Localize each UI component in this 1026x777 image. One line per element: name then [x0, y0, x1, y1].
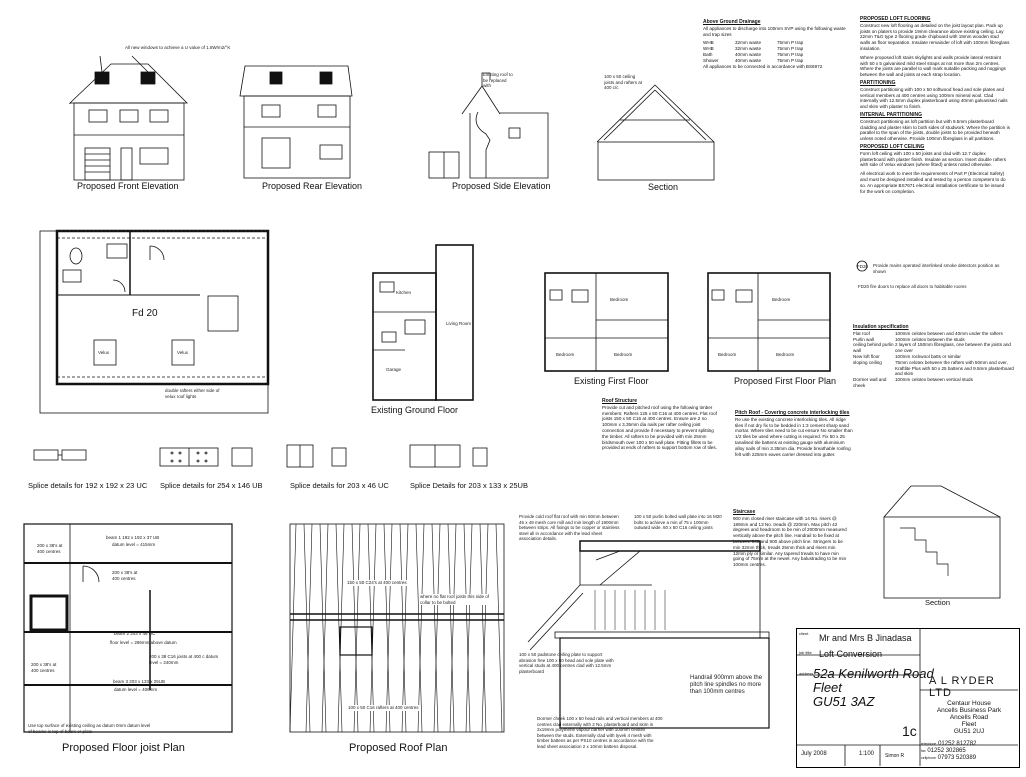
- ceiling-title: PROPOSED LOFT CEILING: [860, 143, 925, 150]
- fax-label: fax: [921, 749, 926, 753]
- section-note-1: Provide cold roof flat roof with min 50mm between 46 x 49 mesh core mill and min length of 1900mm between strips. All fixings to be copper or stainless steel all in accordance with the lead sheet association details.: [519, 514, 620, 542]
- drainage-cell: 75mm P trap: [777, 40, 804, 46]
- telephone-label: telephone: [921, 742, 937, 746]
- firm-address-4: Fleet: [961, 721, 977, 728]
- bedroom-6-label: Bedroom: [776, 352, 795, 357]
- bedroom-4-label: Bedroom: [772, 297, 791, 302]
- address-line-2: Fleet: [813, 680, 842, 695]
- roof-structure-text: Provide cut and pitched roof using the following timber members: Rafters 125 x 50 C16 at 400 centres. Flat roof joists 150 x 50 C16 at 400 centres. Ensure are 2 no 100mm x 3.35mm dia nails per rafter ceiling joist connection and provide if necessary to prevent splitting the timber. All rafters to be provided with min 25mm birdsmouth over 100 x 50 wall plate. Fitting fillets to be provided at ends of rafters to support bottom row of tiles.: [602, 404, 717, 451]
- staircase-text: 900 mm closed riser staircase with 14 No. risers @ 189mm and 13 No. treads @ 220mm. Max pitch 42 degrees and headroom to be min of 2000mm measured vertically above the pitch line. Handrail to be fixed at between 840 and 900 above pitch line. Stringers to be min 32mm thick, treads 25mm thick and risers min 12mm ply or similar. Any tapered treads to have min going of 75mm at the newel. Any balustrading to be min 100mm centres.: [733, 515, 847, 568]
- rear-elevation: [240, 66, 352, 178]
- section-top-title: Section: [648, 182, 679, 192]
- drainage-text: All appliances to discharge into 100mm SVP using the following waste and trap sizes: [703, 25, 846, 37]
- insulation-spec: 100mm celotex between the studs: [895, 336, 965, 342]
- site-address: [813, 667, 934, 709]
- ceiling-text: Form loft ceiling with 100 x 50 joists and clad with 12.7 duplex plasterboard with plaster finish. Insulate as section. Insert double rafters with side of Velux windows (where fitted) unless noted otherwise.: [860, 150, 1007, 168]
- insulation-row: [853, 377, 1018, 389]
- handrail-note: Handrail 900mm above the pitch line spindles no more than 100mm centres: [690, 675, 763, 695]
- drainage-cell: 40mm waste: [735, 51, 762, 57]
- splice-2-title: Splice details for 254 x 146 UB: [160, 481, 263, 490]
- drainage-cell: Bath: [703, 51, 713, 57]
- existing-first-title: Existing First Floor: [574, 376, 649, 386]
- title-block: [796, 628, 1020, 768]
- pitch-roof-notes: [735, 408, 853, 460]
- pitch-roof-title: Pitch Roof - Covering concrete interlocking tiles: [735, 410, 850, 416]
- insulation-spec: 75mm celotex between the rafters with 50mm and over, Kraftlite Plus with 50 x 25 battens and 9.5mm plasterboard and skim: [895, 359, 1014, 377]
- velux-note: All new windows to achieve a U value of 1.8W/m2/°K: [125, 45, 231, 50]
- beam-2-label: beam 2 203 x 46 UC: [114, 631, 156, 636]
- section-right-title: Section: [925, 598, 951, 607]
- address-line-3: GU51 3AZ: [813, 694, 875, 709]
- splice-details: [34, 445, 487, 467]
- floor-joist-label-4: 200 x 38's at 400 centres: [31, 662, 57, 673]
- drainage-cell: 32mm waste: [735, 40, 762, 46]
- pitch-roof-text: Re use the existing concrete interlocking tiles. All ridge tiles if not dry fix to be bedded in 1:3 cement sharp sand mortar. Where tiles need to be cut ensure No smaller than 1/2 tiles be used where cutting is required. Fix 50 x 25 tanalised tile battens at existing gauge with aluminium alloy nails of min 3.35mm dia. Provide breathable roofing felt with 225mm eaves carrier dressed into gutter.: [735, 416, 853, 457]
- beam-1-label: beam 1 192 x 192 x 37 UB: [106, 535, 160, 540]
- staircase-notes: [733, 507, 848, 571]
- insulation-row: [853, 360, 1018, 377]
- section-note-4: Dormer cheek 100 x 50 head rails and vertical members at 400 centres clad externally with 2 No. plasterboard and skim in 2x19mm polythene vapour barrier with 100mm celotex between the studs. Externally clad with tyvek 4 mesh with timber battens as per PS10 centres in accordance with the lead sheet association 2 x 10mm battens disposal.: [537, 716, 663, 749]
- datum-1-label: datum level = 415mm: [112, 542, 156, 547]
- job-title: Loft Conversion: [819, 649, 883, 659]
- drawing-date: July 2008: [801, 751, 827, 757]
- cellphone-label: cellphone: [921, 756, 936, 760]
- job-label: job title: [799, 650, 812, 655]
- firm-address: [929, 700, 1009, 735]
- beam-3-label: beam 3 203 x 133 x 25UB: [113, 679, 166, 684]
- firm-address-3: Ancells Road: [949, 714, 989, 721]
- internal-text: Construct partitioning as loft partition but with 9.5mm plasterboard cladding and plaster skim to both sides of studwork. Where the partition is parallel to the span of the joists, double joists to be provided beneath unless noted otherwise. Provide 100mm fibreglass in all partitions.: [860, 118, 1010, 142]
- garage-label: Garage: [386, 367, 402, 372]
- loft-floor-text: Construct new loft flooring as detailed on the joist layout plan. Pack up joists on platers to provide 19mm clearance above existing ceiling. Lay 22mm T&G type 2 flooring grade chipboard with 19mm wooden stud walls as floor separation. Insulate remainder of loft with 100mm fibreglass insulation.: [860, 22, 1010, 51]
- drainage-cell: Shower: [703, 57, 719, 63]
- firm-address-5: GU51 2UJ: [953, 728, 985, 735]
- splice-3-title: Splice details for 203 x 46 UC: [290, 481, 389, 490]
- drainage-cell: 40mm waste: [735, 57, 762, 63]
- roof-plan-title: Proposed Roof Plan: [349, 742, 448, 754]
- client-label: client: [799, 631, 809, 636]
- proposed-first-title: Proposed First Floor Plan: [734, 376, 837, 386]
- section-top: [597, 85, 714, 180]
- address-label: address: [799, 671, 814, 676]
- kitchen-label: Kitchen: [396, 290, 412, 295]
- insulation-element: ceiling behind purlin wall: [853, 342, 894, 354]
- fax: 01252 302865: [927, 748, 966, 754]
- cellphone: 07973 520389: [937, 755, 977, 761]
- floor-joist-label-2: 200 x 38's at 400 centres: [112, 570, 138, 581]
- section-rafters-note: 100 x 50 ceiling joists and rafters at 400 c/c: [604, 74, 643, 91]
- firm-name: A L RYDER LTD: [929, 675, 995, 699]
- rear-elevation-title: Proposed Rear Elevation: [262, 181, 363, 191]
- drainage-cell: 75mm P trap: [777, 51, 804, 57]
- drawing-scale: 1:100: [859, 751, 875, 757]
- smoke-detector-note: Provide mains operated interlinked smoke detectors position as shown: [873, 263, 1000, 274]
- revision: 1c: [902, 723, 917, 739]
- roof-plan-note: where no flat roof joists this side of collar to be bolted: [420, 594, 492, 605]
- address-line-1: 52a Kenilworth Road: [813, 666, 934, 681]
- client-name: Mr and Mrs B Jinadasa: [819, 633, 912, 643]
- insulation-table: [853, 331, 1018, 389]
- roof-joist-label-1: 150 x 50 C24's at 400 centres: [347, 580, 407, 585]
- insulation-spec: 2 layers of 150mm fibreglass, one between the joists and one over: [895, 342, 1011, 354]
- bedroom-3-label: Bedroom: [614, 352, 633, 357]
- partitioning-text: Construct partitioning with 100 x 50 softwood head and sole plates and vertical members at 400 centres using 100mm mineral wool. Clad internally with 12.5mm duplex plasterboard using 40mm galvanised nails and skim with plaster to finish.: [860, 86, 1008, 110]
- front-elevation: [70, 56, 187, 180]
- velux-text: Where proposed loft stairs skylights and walls provide lateral restraint with 50 x 5 galvanised mild steel straps at not more than 2m centres. Where the joists are parallel to wall mark suitable packing and noggings between the wall and joists at each strap location.: [860, 54, 1006, 78]
- insulation-spec: 100mm celotex between and 40mm under the rafters: [895, 330, 1003, 336]
- firm-address-1: Centaur House: [947, 700, 991, 707]
- insulation-title: Insulation specification: [853, 324, 909, 330]
- drainage-foot: All appliances to be connected in accordance with BS6972: [703, 63, 823, 69]
- rafter-line: [290, 524, 296, 732]
- roof-plan: [290, 524, 504, 732]
- joist-plan-datum-note: Use top surface of existing ceiling as datum 0mm datum level of beams is top of beam or plate: [28, 723, 151, 734]
- electrical-text: All electrical work to meet the requirements of Part P (Electrical Safety) and must be designed installed and tested by a person competent to do so. An appropriate BS7671 electrical installation certificate to be issued for the work on completion.: [860, 171, 1006, 194]
- drainage-cell: 75mm P trap: [777, 57, 804, 63]
- firm-contacts: [921, 741, 976, 762]
- living-room-label: Living Room: [446, 321, 472, 326]
- front-elevation-title: Proposed Front Elevation: [77, 181, 179, 191]
- side-elevation-title: Proposed Side Elevation: [452, 181, 551, 191]
- drainage-cell: 32mm waste: [735, 46, 762, 52]
- floor-joist-plan-title: Proposed Floor joist Plan: [62, 742, 185, 754]
- bedroom-1-label: Bedroom: [610, 297, 629, 302]
- internal-title: INTERNAL PARTITIONING: [860, 111, 923, 118]
- fd20-symbol: FD20: [857, 264, 869, 269]
- floor-joist-label-3: 200 x 38 C16 joists at 400 c datum level = 240mm: [149, 654, 219, 665]
- roof-structure-notes: [602, 396, 720, 454]
- bedroom-2-label: Bedroom: [556, 352, 575, 357]
- existing-ground-title: Existing Ground Floor: [371, 405, 459, 415]
- section-note-3: 100 x 50 padstone ceiling plate to support abrasion free 100 x 50 head and sole plate with vertical studs at 400 centres clad with 12.5mm plasterboard: [519, 652, 614, 674]
- drainage-cell: 75mm P trap: [777, 46, 804, 52]
- telephone: 01252 812782: [938, 741, 977, 747]
- loft-floor-title: PROPOSED LOFT FLOORING: [860, 16, 931, 22]
- roof-joist-label-2: 100 x 50 C16 rafters at 400 centres: [348, 705, 419, 710]
- drainage-title: Above Ground Drainage: [703, 19, 761, 25]
- floor-joist-label-1: 200 x 38's at 400 centres: [37, 543, 63, 554]
- bedroom-5-label: Bedroom: [718, 352, 737, 357]
- rafter-line: [496, 524, 502, 732]
- insulation-spec: 100mm rockwool batts or similar: [895, 353, 961, 359]
- splice-1-title: Splice details for 192 x 192 x 23 UC: [28, 481, 148, 490]
- fd20-note: FD20 fire doors to replace all doors to habitable rooms: [858, 284, 967, 289]
- insulation-element: Dormer wall and cheek: [853, 377, 887, 388]
- loft-fd20: Fd 20: [132, 308, 158, 319]
- velux-2: Velux: [177, 350, 189, 355]
- specification-notes: [860, 14, 1010, 197]
- floor-level-label: floor level = 286mm above datum: [110, 640, 177, 645]
- velux-1: Velux: [98, 350, 110, 355]
- drainage-notes: [703, 17, 853, 72]
- roof-structure-title: Roof Structure: [602, 398, 637, 404]
- loft-plan: [40, 231, 268, 413]
- insulation-element: Purlin wall: [853, 336, 874, 342]
- splice-4-title: Splice Details for 203 x 133 x 25UB: [410, 481, 528, 490]
- drainage-cell: WHB: [703, 40, 714, 46]
- insulation-element: Flat roof: [853, 330, 870, 336]
- partitioning-title: PARTITIONING: [860, 79, 896, 86]
- insulation-row: [853, 342, 1018, 354]
- insulation-element: New loft floor: [853, 353, 880, 359]
- drawn-by: Simon R: [885, 753, 905, 759]
- insulation-spec: 100mm celotex between vertical studs: [895, 377, 973, 383]
- floor-joist-plan: [24, 524, 232, 732]
- insulation-notes: [853, 322, 1018, 389]
- drainage-cell: WHB: [703, 46, 714, 52]
- double-rafters-note: double rafters either side of velux roof lights: [165, 388, 220, 399]
- staircase-title: Staircase: [733, 509, 756, 515]
- datum-2-label: datum level = 406mm: [114, 687, 158, 692]
- side-note: Existing roof to be replaced with: [483, 72, 513, 89]
- drainage-table: [703, 40, 853, 63]
- insulation-element: sloping ceiling: [853, 359, 882, 365]
- section-note-2: 100 x 50 purlin bolted wall plate into 16 M20 bolts to achieve a min of 75 x 100mm outward wide. 60 x 50 C16 ceiling joists: [634, 514, 722, 531]
- right-section: [884, 486, 1000, 598]
- firm-address-2: Ancells Business Park: [936, 707, 1002, 714]
